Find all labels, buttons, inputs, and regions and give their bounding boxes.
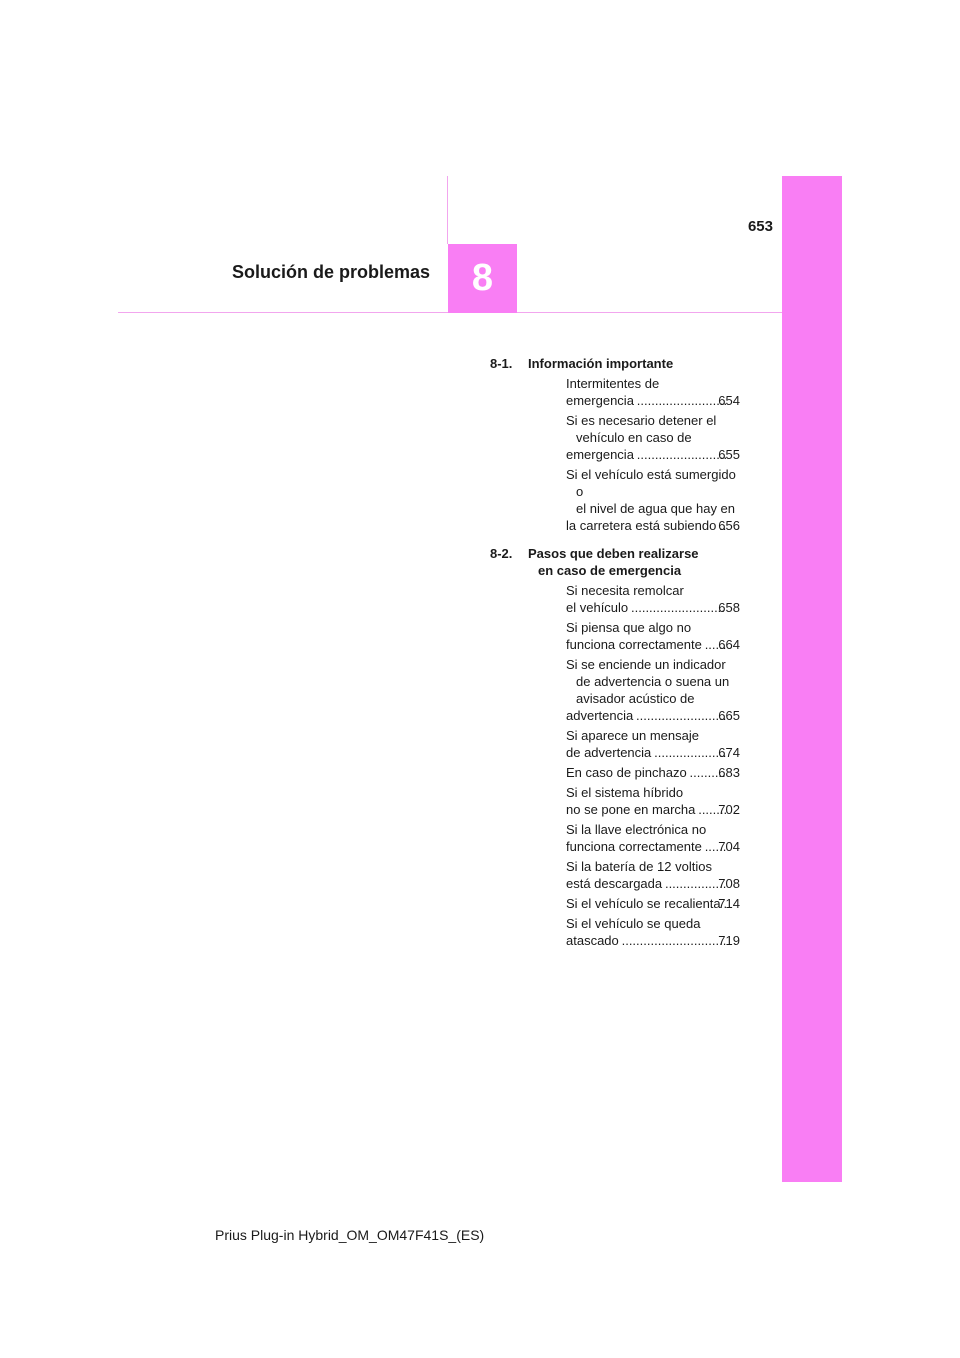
- toc-entry-label: no se pone en marcha: [566, 802, 696, 817]
- toc-entry[interactable]: [528, 764, 740, 781]
- toc-entry-page: 655: [718, 447, 740, 462]
- toc-entry-page: 654: [718, 393, 740, 408]
- toc-entry-line: Si necesita remolcar: [566, 583, 684, 598]
- toc-entry[interactable]: [528, 656, 740, 724]
- toc-entry-line: Si piensa que algo no: [566, 620, 692, 635]
- toc-entry-line: Si la llave electrónica no: [566, 822, 707, 837]
- chapter-title: Solución de problemas: [231, 262, 430, 282]
- toc-entry-line: Si la batería de 12 voltios: [566, 859, 712, 874]
- toc-entry-line: Intermitentes de: [566, 376, 660, 391]
- toc-entry-text: [566, 727, 740, 761]
- toc-entry-page: 665: [718, 708, 740, 723]
- toc-entry-line: Si es necesario detener el: [566, 413, 717, 428]
- toc-entry-leader-row: [566, 932, 740, 949]
- toc-entry-page: 656: [718, 518, 740, 533]
- toc-entry-line: el nivel de agua que hay en: [576, 501, 736, 516]
- toc-entry[interactable]: [528, 375, 740, 409]
- toc-entry-leader-row: [566, 392, 740, 409]
- table-of-contents: [490, 355, 740, 960]
- toc-section-number: 8-1.: [490, 356, 513, 371]
- toc-entry-leader-row: [566, 707, 740, 724]
- toc-entry-line: Si aparece un mensaje: [566, 728, 699, 743]
- toc-dot-leader: [653, 744, 726, 761]
- toc-entry-label: emergencia: [566, 393, 634, 408]
- toc-entry-leader-row: [566, 801, 740, 818]
- toc-entry-label: emergencia: [566, 447, 634, 462]
- toc-entry-leader-row: [566, 764, 740, 781]
- toc-entry-label: atascado: [566, 933, 619, 948]
- toc-entry-text: [566, 466, 740, 534]
- toc-entry-leader-row: [566, 599, 740, 616]
- toc-entry-line: avisador acústico de: [576, 691, 695, 706]
- header-vertical-rule: [447, 176, 448, 244]
- toc-entry[interactable]: [528, 821, 740, 855]
- toc-dot-leader: [636, 392, 726, 409]
- toc-entry[interactable]: [528, 466, 740, 534]
- chapter-number-box: [448, 244, 517, 313]
- toc-entry-page: 664: [718, 637, 740, 652]
- toc-entry-page: 674: [718, 745, 740, 760]
- toc-entry-page: 702: [718, 802, 740, 817]
- toc-section-title-line: Pasos que deben realizarse: [528, 546, 699, 561]
- toc-entry[interactable]: [528, 582, 740, 616]
- toc-entry-text: [566, 915, 740, 949]
- toc-section-title-line: en caso de emergencia: [538, 563, 682, 578]
- toc-entry-text: [566, 858, 740, 892]
- toc-dot-leader: [635, 707, 726, 724]
- toc-section: [490, 545, 740, 949]
- toc-entry-text: [566, 895, 740, 912]
- toc-entry-line: Si el vehículo se queda: [566, 916, 701, 931]
- footer-document-id: Prius Plug-in Hybrid_OM_OM47F41S_(ES): [215, 1227, 485, 1243]
- toc-entry-page: 719: [718, 933, 740, 948]
- toc-entry-leader-row: [566, 636, 740, 653]
- toc-entry-line: Si el vehículo está sumergido o: [566, 467, 736, 499]
- toc-dot-leader: [621, 932, 727, 949]
- toc-entry-page: 704: [718, 839, 740, 854]
- toc-entry-page: 658: [718, 600, 740, 615]
- toc-entry[interactable]: [528, 915, 740, 949]
- toc-entry[interactable]: [528, 895, 740, 912]
- toc-entry-line: de advertencia o suena un: [576, 674, 730, 689]
- toc-entry-label: el vehículo: [566, 600, 629, 615]
- toc-entry-page: 714: [718, 896, 740, 911]
- toc-entry-label: la carretera está subiendo: [566, 518, 717, 533]
- toc-entry[interactable]: [528, 784, 740, 818]
- toc-entry-leader-row: [566, 895, 740, 912]
- toc-dot-leader: [630, 599, 726, 616]
- toc-entry-leader-row: [566, 875, 740, 892]
- toc-entry-leader-row: [566, 744, 740, 761]
- toc-entry-text: [566, 656, 740, 724]
- toc-entry-text: [566, 412, 740, 463]
- toc-entry-label: de advertencia: [566, 745, 652, 760]
- toc-entry[interactable]: [528, 727, 740, 761]
- toc-entry-label: Si el vehículo se recalienta: [566, 896, 721, 911]
- toc-entry-text: [566, 375, 740, 409]
- toc-entry-leader-row: [566, 446, 740, 463]
- toc-entry[interactable]: [528, 619, 740, 653]
- toc-section-title: [528, 545, 740, 579]
- toc-entry[interactable]: [528, 412, 740, 463]
- toc-dot-leader: [664, 875, 726, 892]
- toc-entry-text: [566, 784, 740, 818]
- toc-entry-text: [566, 764, 740, 781]
- toc-section-title: [528, 355, 740, 372]
- chapter-side-tab: [782, 176, 842, 1182]
- toc-entry-page: 708: [718, 876, 740, 891]
- toc-entry-line: Si se enciende un indicador: [566, 657, 726, 672]
- toc-entry-label: advertencia: [566, 708, 634, 723]
- toc-section-title-line: Información importante: [528, 356, 674, 371]
- toc-entry-leader-row: [566, 838, 740, 855]
- toc-entry-label: funciona correctamente: [566, 637, 702, 652]
- toc-entry[interactable]: [528, 858, 740, 892]
- chapter-number: 8: [471, 257, 494, 299]
- page-number: 653: [747, 218, 773, 235]
- toc-entry-label: está descargada: [566, 876, 663, 891]
- toc-section: [490, 355, 740, 534]
- toc-entry-line: Si el sistema híbrido: [566, 785, 684, 800]
- toc-entry-line: vehículo en caso de: [576, 430, 692, 445]
- toc-entry-text: [566, 582, 740, 616]
- toc-entry-page: 683: [718, 765, 740, 780]
- toc-entry-text: [566, 619, 740, 653]
- toc-entry-text: [566, 821, 740, 855]
- toc-entry-leader-row: [566, 517, 740, 534]
- toc-entry-label: En caso de pinchazo: [566, 765, 687, 780]
- toc-section-number: 8-2.: [490, 546, 513, 561]
- toc-entry-label: funciona correctamente: [566, 839, 702, 854]
- toc-dot-leader: [636, 446, 726, 463]
